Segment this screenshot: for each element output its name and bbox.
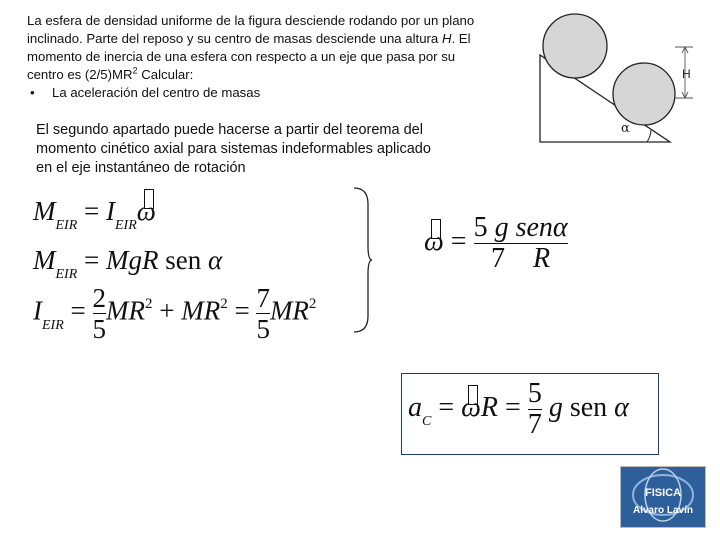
- intro-line-2: [27, 30, 527, 48]
- eq1-rhs-sub: EIR: [115, 218, 137, 233]
- eq3-term-2: MR: [181, 295, 221, 326]
- logo-line-2: Alvaro Lavín: [632, 505, 694, 516]
- eq3-lhs-sub: EIR: [42, 317, 64, 333]
- note-line-3: en el eje instantáneo de rotación: [36, 160, 246, 176]
- eq2-rhs: MgR: [106, 245, 159, 275]
- result-omega: [424, 226, 444, 258]
- eq1-equals: =: [84, 196, 100, 226]
- eq1-lhs-sub: EIR: [55, 218, 78, 233]
- bullet-item: [27, 84, 527, 102]
- result-den-7: 7: [491, 243, 506, 274]
- eq3-term-3-sup: 2: [308, 295, 317, 312]
- eq3-term-1: MR: [106, 295, 145, 326]
- intro-line-4-text: centro es (2/5)MR: [27, 67, 133, 82]
- eq1-rhs: I: [106, 196, 115, 226]
- equation-moment-inertia-omega: [33, 196, 156, 233]
- answer-lhs: a: [408, 391, 422, 423]
- bullet-icon: •: [30, 85, 35, 100]
- explanation-note: [36, 121, 506, 178]
- intro-line-4: [27, 66, 527, 84]
- result-num-gsen: g sen: [494, 212, 553, 243]
- answer-equals: =: [438, 391, 455, 423]
- eq3-fraction-7-5: [256, 283, 270, 344]
- result-denominator: [474, 244, 568, 274]
- answer-sen: sen: [569, 391, 608, 423]
- result-omega-symbol: ω: [424, 225, 444, 257]
- answer-f-num: 5: [527, 378, 542, 409]
- right-brace: [354, 186, 372, 334]
- answer-g: g: [548, 391, 563, 423]
- note-line-2: momento cinético axial para sistemas indeformables aplicado: [36, 141, 431, 157]
- intro-line-4-end: Calcular:: [137, 67, 194, 82]
- result-num-5: 5: [473, 212, 488, 243]
- result-numerator: [474, 213, 568, 243]
- eq1-dot-glyph: [144, 189, 154, 209]
- intro-line-3: momento de inercia de una esfera con respecto a un eje que pasa por su: [27, 49, 456, 64]
- answer-f-den: 7: [527, 409, 542, 440]
- height-label: H: [682, 67, 691, 81]
- intro-line-4-sup: 2: [132, 65, 138, 76]
- eq1-omega: [137, 196, 156, 227]
- answer-equals-2: =: [505, 391, 521, 423]
- eq3-term-3: MR: [269, 295, 309, 326]
- right-brace-path: [354, 188, 372, 332]
- answer-alpha: α: [614, 391, 629, 423]
- eq2-lhs-sub: EIR: [55, 267, 78, 282]
- height-variable: H: [441, 31, 452, 46]
- angle-label: α: [621, 121, 630, 136]
- result-den-r: R: [533, 243, 551, 274]
- eq3-term-1-sup: 2: [144, 295, 153, 312]
- equation-linear-acceleration: [408, 379, 629, 440]
- note-line-1: El segundo apartado puede hacerse a partir del teorema del: [36, 122, 423, 138]
- logo-line-1: FISICA: [644, 487, 682, 499]
- equation-inertia-steiner: [33, 283, 316, 344]
- eq3-term-2-sup: 2: [220, 295, 228, 312]
- eq2-alpha: α: [207, 245, 223, 275]
- eq1-lhs: M: [33, 196, 56, 226]
- eq3-fraction-2-5: [93, 283, 107, 344]
- result-equals: =: [450, 225, 467, 257]
- intro-line-2-text: inclinado. Parte del reposo y su centro de masas desciende una altura: [27, 31, 442, 46]
- eq3-lhs: I: [33, 295, 42, 326]
- result-fraction: [474, 213, 568, 274]
- answer-lhs-sub: C: [422, 413, 432, 429]
- result-dot-glyph: [431, 219, 441, 239]
- equation-angular-acceleration: [424, 213, 568, 274]
- result-num-alpha: α: [552, 212, 568, 243]
- sphere-bottom: [613, 63, 675, 125]
- eq3-f2-den: 5: [256, 314, 270, 344]
- answer-omega-symbol: ω: [461, 391, 481, 423]
- equation-torque: [33, 245, 223, 282]
- answer-r: R: [480, 391, 499, 423]
- answer-dot-glyph: [468, 385, 478, 405]
- answer-fraction: [528, 379, 542, 440]
- eq2-equals: =: [84, 245, 100, 275]
- intro-line-1: La esfera de densidad uniforme de la figura desciende rodando por un plano: [27, 13, 475, 28]
- inclined-plane-figure: [535, 10, 710, 150]
- eq2-lhs: M: [33, 245, 56, 275]
- eq2-sen: sen: [165, 245, 202, 275]
- eq3-equals: =: [70, 295, 86, 326]
- eq3-f1-num: 2: [92, 283, 106, 313]
- fisica-logo: [620, 466, 706, 528]
- intro-line-2-end: . El: [451, 31, 471, 46]
- eq3-plus: +: [159, 295, 175, 326]
- sphere-top: [543, 14, 607, 78]
- eq3-f2-num: 7: [256, 283, 270, 313]
- eq3-equals-2: =: [234, 295, 250, 326]
- bullet-text: La aceleración del centro de masas: [52, 85, 261, 100]
- eq3-f1-den: 5: [92, 314, 106, 344]
- eq1-omega-symbol: ω: [136, 196, 156, 226]
- answer-omega: [461, 392, 481, 424]
- problem-statement: [27, 12, 527, 102]
